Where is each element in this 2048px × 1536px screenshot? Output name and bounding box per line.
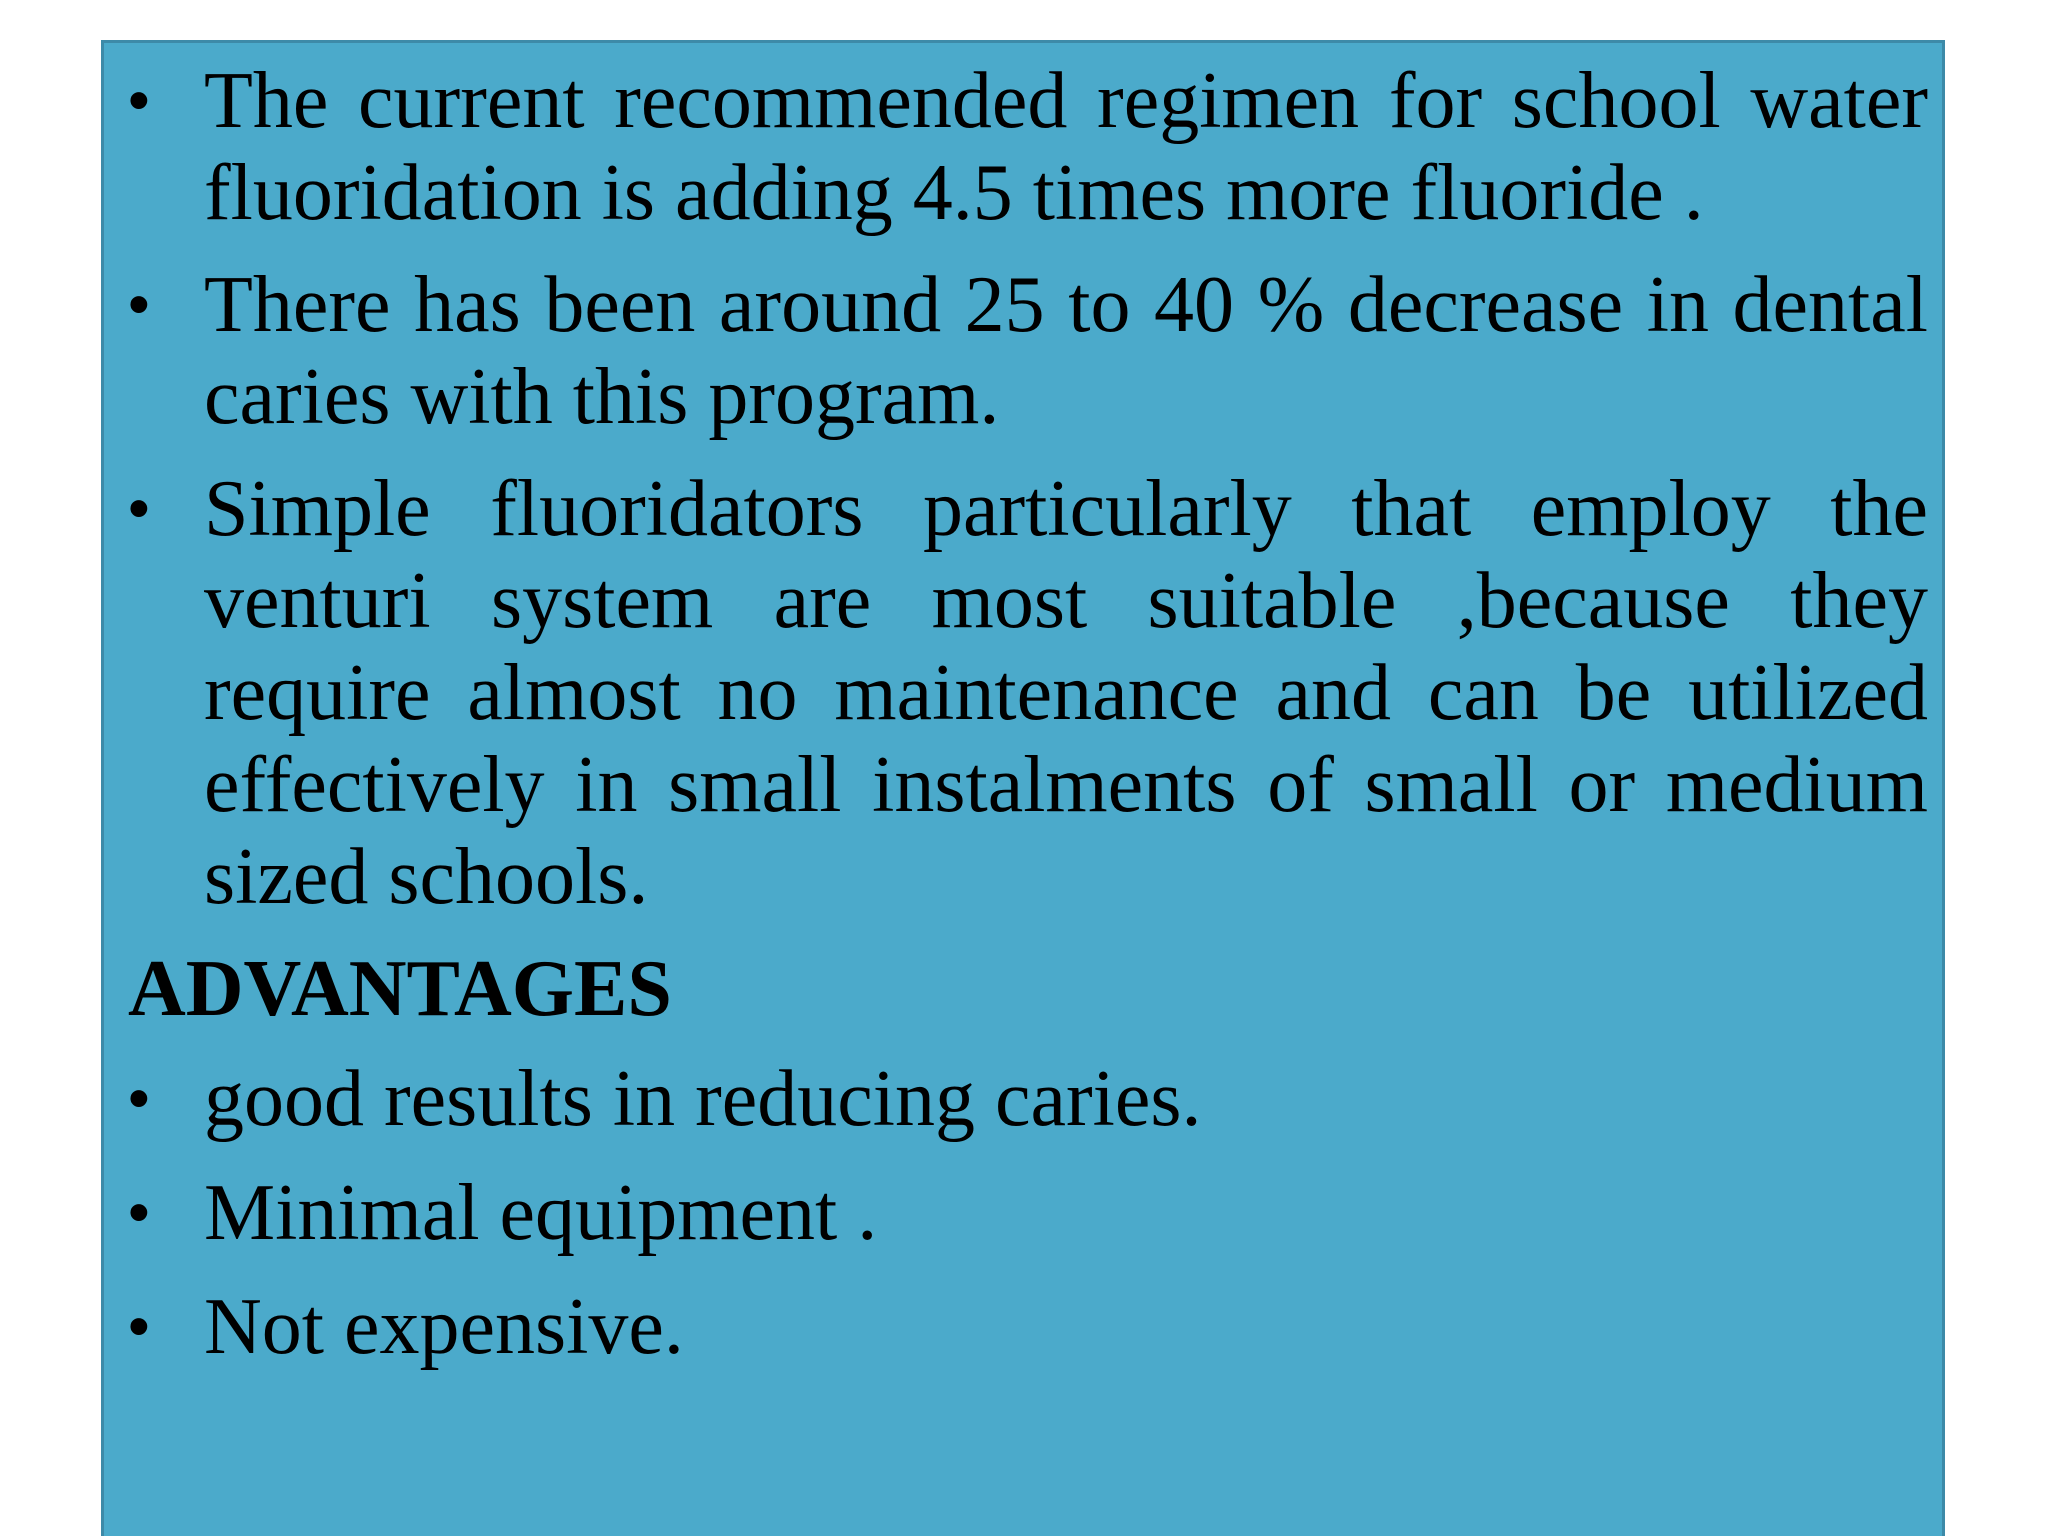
main-point-text: There has been around 25 to 40 % decrease in dental caries with this program. [204, 261, 1928, 441]
advantage-text: Minimal equipment . [204, 1169, 878, 1257]
advantage-text: good results in reducing caries. [204, 1055, 1202, 1143]
slide-content [128, 55, 1928, 1395]
bullet-icon: • [128, 1178, 150, 1247]
main-points-list [128, 55, 1928, 923]
advantage-item [128, 1167, 1928, 1259]
bullet-icon: • [128, 1064, 150, 1133]
bullet-icon: • [128, 270, 150, 339]
advantage-item [128, 1281, 1928, 1373]
main-point-item [128, 259, 1928, 443]
main-point-text: The current recommended regimen for school water fluoridation is adding 4.5 times more fluoride . [204, 57, 1928, 237]
main-point-item [128, 463, 1928, 923]
slide-content-box [101, 40, 1945, 1536]
advantage-item [128, 1053, 1928, 1145]
main-point-text: Simple fluoridators particularly that employ the venturi system are most suitable ,because they require almost no maintenance and can be utilized effectively in small instalments of small or medium sized schools. [204, 465, 1928, 921]
bullet-icon: • [128, 1292, 150, 1361]
bullet-icon: • [128, 66, 150, 135]
main-point-item [128, 55, 1928, 239]
advantages-list [128, 1053, 1928, 1373]
advantages-heading: ADVANTAGES [128, 945, 672, 1033]
advantage-text: Not expensive. [204, 1283, 684, 1371]
bullet-icon: • [128, 474, 150, 543]
